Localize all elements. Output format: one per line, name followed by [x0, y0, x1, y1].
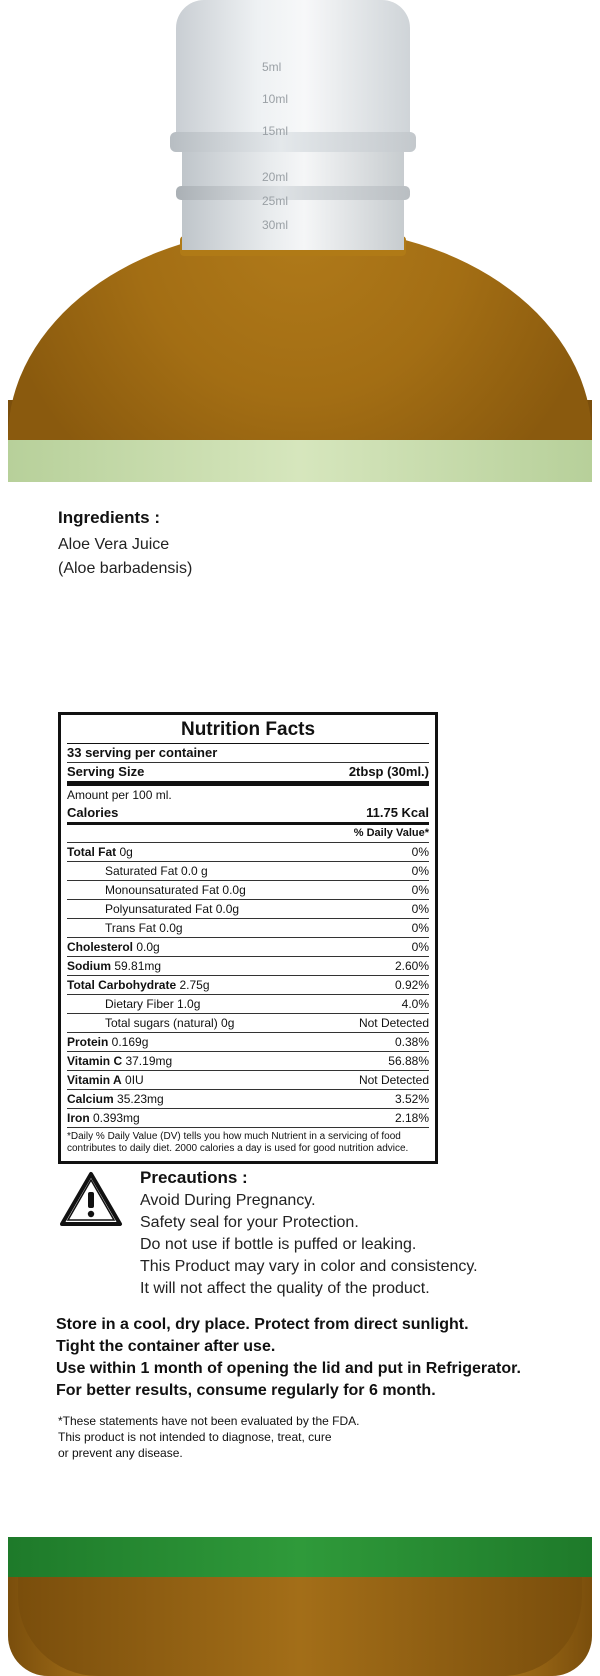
nutrient-row — [67, 881, 429, 900]
storage-line: Store in a cool, dry place. Protect from direct sunlight. — [56, 1316, 469, 1333]
nutrient-amount: Saturated Fat 0.0 g — [105, 864, 208, 878]
nutrient-name — [67, 843, 133, 861]
calories-label: Calories — [67, 805, 119, 820]
nutrient-amount: Total sugars (natural) 0g — [105, 1016, 235, 1030]
nutrient-name — [67, 1033, 148, 1051]
calories-value: 11.75 Kcal — [366, 805, 429, 820]
nutrient-name-bold: Calcium — [67, 1092, 114, 1106]
nutrient-name — [67, 995, 200, 1013]
nutrient-daily-value: 2.60% — [394, 959, 429, 973]
nutrient-amount: 2.75g — [176, 978, 210, 992]
serving-size-label: Serving Size — [67, 764, 145, 779]
nutrient-row — [67, 1071, 429, 1090]
storage-line: Tight the container after use. — [56, 1338, 276, 1355]
nutrient-row — [67, 862, 429, 881]
nutrient-amount: Polyunsaturated Fat 0.0g — [105, 902, 240, 916]
nutrient-name-bold: Cholesterol — [67, 940, 134, 954]
nutrient-daily-value: 0% — [411, 921, 429, 935]
cap-graduation: 25ml — [262, 194, 289, 208]
nutrient-amount: Monounsaturated Fat 0.0g — [105, 883, 246, 897]
nutrient-amount: 0.169g — [108, 1035, 149, 1049]
nutrient-name — [67, 900, 239, 918]
nutrient-row — [67, 1033, 429, 1052]
nutrient-amount: 0g — [116, 845, 133, 859]
daily-value-header: % Daily Value* — [67, 825, 429, 843]
precaution-line: Avoid During Pregnancy. — [140, 1192, 316, 1209]
nutrient-amount: 37.19mg — [122, 1054, 173, 1068]
storage-line: Use within 1 month of opening the lid and put in Refrigerator. — [56, 1360, 521, 1377]
bottle-neck — [182, 150, 404, 250]
nutrient-row — [67, 938, 429, 957]
ingredient-line: (Aloe barbadensis) — [58, 560, 193, 577]
nutrient-name — [67, 957, 161, 975]
warning-icon — [58, 1170, 124, 1228]
nutrient-daily-value: 3.52% — [394, 1092, 429, 1106]
nutrient-name — [67, 938, 160, 956]
nutrient-name-bold: Sodium — [67, 959, 111, 973]
nutrient-name — [67, 1090, 164, 1108]
nutrient-name — [67, 1014, 234, 1032]
cap-graduation: 10ml — [262, 92, 289, 106]
calories-row — [67, 804, 429, 825]
nutrient-amount: 35.23mg — [113, 1092, 164, 1106]
label-band-bottom — [8, 1537, 592, 1577]
cap-rim — [170, 132, 416, 152]
nutrient-daily-value: 0% — [411, 902, 429, 916]
nutrient-row — [67, 843, 429, 862]
nutrient-rows — [67, 843, 429, 1128]
neck-ring — [176, 186, 410, 200]
nutrient-row — [67, 1052, 429, 1071]
nutrition-facts-panel — [58, 712, 438, 1164]
nutrient-name-bold: Iron — [67, 1111, 90, 1125]
nutrient-daily-value: 2.18% — [394, 1111, 429, 1125]
nutrient-row — [67, 919, 429, 938]
cap-graduation: 30ml — [262, 218, 289, 232]
nutrient-daily-value: 0% — [411, 845, 429, 859]
fda-disclaimer: *These statements have not been evaluated by the FDA. — [58, 1414, 360, 1428]
nutrient-row — [67, 995, 429, 1014]
nutrient-name — [67, 881, 246, 899]
label-band-top — [8, 440, 592, 482]
precaution-line: Safety seal for your Protection. — [140, 1214, 359, 1231]
nutrient-row — [67, 1014, 429, 1033]
nutrient-amount: Trans Fat 0.0g — [105, 921, 183, 935]
nutrient-daily-value: Not Detected — [358, 1073, 429, 1087]
nutrient-name-bold: Total Carbohydrate — [67, 978, 177, 992]
nutrient-daily-value: Not Detected — [358, 1016, 429, 1030]
nutrient-name — [67, 1052, 172, 1070]
nutrient-row — [67, 957, 429, 976]
nutrient-amount: 59.81mg — [111, 959, 162, 973]
nutrient-daily-value: 56.88% — [388, 1054, 429, 1068]
fda-disclaimer: This product is not intended to diagnose, treat, cure — [58, 1430, 332, 1444]
precaution-line: This Product may vary in color and consistency. — [140, 1258, 478, 1275]
nutrient-daily-value: 0% — [411, 864, 429, 878]
nutrient-name — [67, 862, 208, 880]
nutrient-name — [67, 976, 210, 994]
nutrient-row — [67, 1109, 429, 1128]
precaution-line: It will not affect the quality of the product. — [140, 1280, 430, 1297]
amount-per-text: Amount per 100 ml. — [67, 788, 172, 802]
serving-size-row — [67, 763, 429, 786]
nutrient-name — [67, 1109, 140, 1127]
nutrient-name-bold: Total Fat — [67, 845, 117, 859]
fda-disclaimer: or prevent any disease. — [58, 1446, 183, 1460]
nutrient-amount: 0IU — [121, 1073, 144, 1087]
cap-graduation: 5ml — [262, 60, 282, 74]
nutrient-name — [67, 1071, 144, 1089]
nutrient-daily-value: 0.38% — [394, 1035, 429, 1049]
nutrition-footnote: *Daily % Daily Value (DV) tells you how much Nutrient in a servicing of food contributes to daily diet. 2000 calories a day is used for good nutrition advice. — [67, 1131, 409, 1154]
nutrient-row — [67, 976, 429, 995]
nutrient-name-bold: Protein — [67, 1035, 109, 1049]
cap-graduation: 15ml — [262, 124, 289, 138]
nutrient-name-bold: Vitamin C — [67, 1054, 123, 1068]
nutrient-daily-value: 0% — [411, 883, 429, 897]
nutrient-amount: 0.393mg — [89, 1111, 140, 1125]
amount-per-row — [67, 786, 429, 804]
nutrition-title: Nutrition Facts — [67, 719, 429, 744]
cap-graduation: 20ml — [262, 170, 289, 184]
storage-line: For better results, consume regularly for 6 month. — [56, 1382, 436, 1399]
nutrient-amount: Dietary Fiber 1.0g — [105, 997, 201, 1011]
nutrient-name — [67, 919, 183, 937]
servings-row — [67, 744, 429, 763]
nutrient-row — [67, 900, 429, 919]
ingredients-title: Ingredients : — [58, 508, 161, 527]
nutrient-daily-value: 0% — [411, 940, 429, 954]
nutrient-row — [67, 1090, 429, 1109]
bottle-base — [18, 1577, 582, 1676]
nutrient-daily-value: 4.0% — [401, 997, 429, 1011]
ingredient-line: Aloe Vera Juice — [58, 536, 170, 553]
precautions-title: Precautions : — [140, 1168, 248, 1187]
serving-size-value: 2tbsp (30ml.) — [348, 764, 429, 779]
nutrient-amount: 0.0g — [133, 940, 160, 954]
nutrient-daily-value: 0.92% — [394, 978, 429, 992]
precaution-line: Do not use if bottle is puffed or leaking. — [140, 1236, 417, 1253]
bottle-cap — [176, 0, 410, 150]
servings-text: 33 serving per container — [67, 745, 218, 760]
nutrient-name-bold: Vitamin A — [67, 1073, 122, 1087]
